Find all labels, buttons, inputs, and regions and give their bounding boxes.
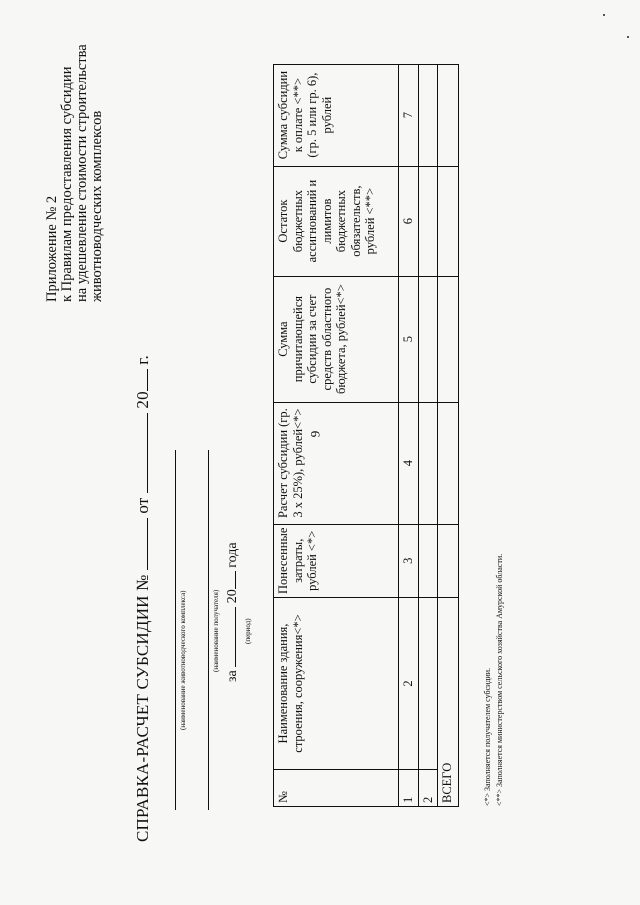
column-number: 4 bbox=[399, 402, 419, 524]
footnote-2: <**> Заполняется министерством сельского хозяйства Амурской области. bbox=[495, 553, 504, 806]
title-prefix: СПРАВКА-РАСЧЕТ СУБСИДИИ № bbox=[133, 574, 152, 842]
column-number: 2 bbox=[399, 598, 419, 770]
footnote-1: <*> Заполняется получателем субсидии. bbox=[483, 667, 492, 806]
appendix-line-2: к Правилам предоставления субсидии bbox=[59, 66, 75, 302]
table-cell bbox=[438, 64, 459, 166]
table-cell bbox=[438, 166, 459, 276]
table-row bbox=[399, 64, 419, 806]
table-row bbox=[418, 64, 438, 806]
header-num: № bbox=[274, 770, 399, 807]
table-cell bbox=[418, 166, 438, 276]
header-remainder: Остаток бюджетных ассигнований и лимитов бюджетных обязательств, рублей <**> bbox=[274, 166, 399, 276]
row-num-cell: 2 bbox=[418, 770, 438, 807]
appendix-line-4: животноводческих комплексов bbox=[89, 110, 105, 302]
column-number: 6 bbox=[399, 166, 419, 276]
table-cell bbox=[438, 276, 459, 402]
subsidy-table bbox=[273, 64, 459, 807]
recipient-name-line bbox=[208, 450, 209, 810]
title-year: 20 bbox=[133, 391, 152, 409]
table-header-row bbox=[274, 64, 399, 806]
period-line bbox=[225, 542, 241, 682]
appendix-header bbox=[45, 44, 105, 302]
header-building: Наименование здания, строения, сооружения<*> bbox=[274, 598, 399, 770]
period-za: за bbox=[225, 670, 240, 682]
column-number: 5 bbox=[399, 276, 419, 402]
document-title bbox=[133, 355, 153, 842]
header-costs: Понесенные затраты, рублей <*> bbox=[274, 524, 399, 597]
period-year: 20 bbox=[225, 589, 240, 604]
appendix-line-1: Приложение № 2 bbox=[44, 195, 60, 302]
table-cell bbox=[418, 64, 438, 166]
rotated-content bbox=[15, 2, 625, 902]
column-number: 3 bbox=[399, 524, 419, 597]
table-cell bbox=[418, 402, 438, 524]
page-number: 9 bbox=[307, 430, 323, 438]
header-payable: Сумма субсидии к оплате <**> (гр. 5 или гр. 6), рублей bbox=[274, 64, 399, 166]
table-cell bbox=[438, 402, 459, 524]
table-cell bbox=[418, 598, 438, 770]
scan-speck bbox=[603, 14, 605, 16]
scan-speck bbox=[627, 36, 629, 38]
header-calc: Расчет субсидии (гр. 3 x 25%), рублей<*> bbox=[274, 402, 399, 524]
total-label: ВСЕГО bbox=[438, 598, 459, 807]
row-num-cell: 1 bbox=[399, 770, 419, 807]
period-goda: года bbox=[225, 542, 240, 568]
title-from: от bbox=[133, 497, 152, 514]
title-year-suffix: г. bbox=[133, 354, 152, 365]
table-total-row bbox=[438, 64, 459, 806]
table-cell bbox=[438, 524, 459, 597]
table-cell bbox=[418, 276, 438, 402]
complex-name-line bbox=[175, 450, 176, 810]
column-number: 7 bbox=[399, 64, 419, 166]
period-caption: (период) bbox=[244, 618, 252, 644]
header-regional: Сумма причитающейся субсидии за счет средств областного бюджета, рублей<*> bbox=[274, 276, 399, 402]
complex-caption: (наименование животноводческого комплекса) bbox=[179, 590, 187, 730]
appendix-line-3: на удешевление стоимости строительства bbox=[74, 44, 90, 302]
table-cell bbox=[418, 524, 438, 597]
recipient-caption: (наименование получателя) bbox=[212, 589, 220, 672]
